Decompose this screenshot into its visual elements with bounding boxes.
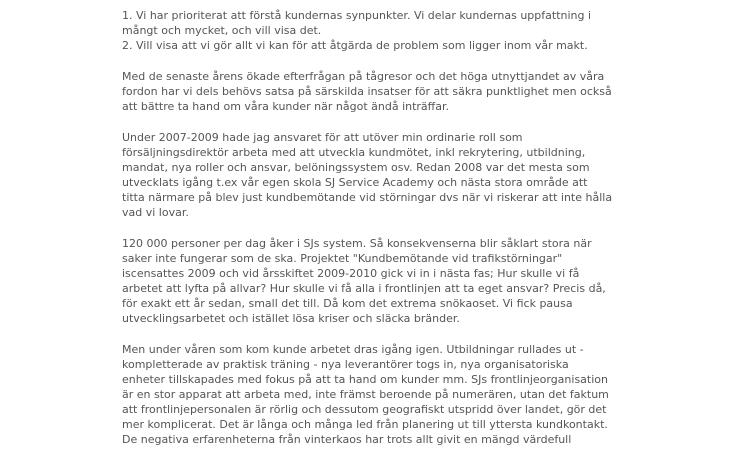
text-line: utvecklingsarbetet och istället lösa kriser och släcka bränder. xyxy=(122,312,460,325)
paragraph-demand xyxy=(122,69,722,114)
paragraph-spring xyxy=(122,342,722,447)
text-line: kompletterade av praktisk träning - nya leverantörer togs in, nya organisatoriska xyxy=(122,358,569,371)
text-line: vad vi lovar. xyxy=(122,206,189,219)
text-line: titta närmare på blev just kundbemötande vid störningar dvs när vi riskerar att inte hålla xyxy=(122,191,613,204)
text-line: arbetet att lyfta på allvar? Hur skulle vi få alla i frontlinjen att ta eget ansvar? Precis då, xyxy=(122,282,606,295)
text-line: Men under våren som kom kunde arbetet dras igång igen. Utbildningar rullades ut - xyxy=(122,343,584,356)
text-line: enheter tillskapades med fokus på att ta hand om kunder mm. SJs frontlinjeorganisation xyxy=(122,373,608,386)
text-line: Med de senaste årens ökade efterfrågan på tågresor och det höga utnyttjandet av våra xyxy=(122,70,605,83)
paragraph-priorities xyxy=(122,8,722,53)
paragraph-project xyxy=(122,236,722,326)
text-line: att bättre ta hand om våra kunder när något ändå inträffar. xyxy=(122,100,449,113)
text-line: 120 000 personer per dag åker i SJs system. Så konsekvenserna blir såklart stora när xyxy=(122,237,592,250)
article-body xyxy=(122,8,722,463)
text-line: 1. Vi har prioriterat att förstå kundernas synpunkter. Vi delar kundernas uppfattning i xyxy=(122,9,592,22)
paragraph-history xyxy=(122,130,722,220)
text-line: mandat, nya roller och ansvar, belöningssystem osv. Redan 2008 var det mesta som xyxy=(122,161,590,174)
text-line: utvecklats igång t.ex vår egen skola SJ Service Academy och nästa stora område att xyxy=(122,176,588,189)
text-line: iscensattes 2009 och vid årsskiftet 2009-2010 gick vi in i nästa fas; Hur skulle vi få xyxy=(122,267,580,280)
text-line: försäljningsdirektör arbeta med att utveckla kundmötet, inkl rekrytering, utbildning, xyxy=(122,146,586,159)
text-line: 2. Vill visa att vi gör allt vi kan för att åtgärda de problem som ligger inom vår makt. xyxy=(122,39,588,52)
text-line: mer komplicerat. Det är långa och många led från planering ut till yttersta kundkontakt. xyxy=(122,418,608,431)
text-line: Under 2007-2009 hade jag ansvaret för att utöver min ordinarie roll som xyxy=(122,131,523,144)
text-line: fordon har vi dels behövs satsa på särskilda insatser för att säkra punktlighet men också xyxy=(122,85,612,98)
text-line: De negativa erfarenheterna från vinterkaos har trots allt givit en mängd värdefull xyxy=(122,433,572,446)
text-line: är en stor apparat att arbeta med, inte främst beroende på numerären, utan det faktum xyxy=(122,388,609,401)
text-line: saker inte fungerar som de ska. Projektet "Kundbemötande vid trafikstörningar" xyxy=(122,252,563,265)
text-line: för exakt ett år sedan, small det till. Då kom det extrema snökaoset. Vi fick pausa xyxy=(122,297,573,310)
text-line: mångt och mycket, och vill visa det. xyxy=(122,24,322,37)
text-line: att frontlinjepersonalen är rörlig och dessutom geografiskt utspridd över landet, gör det xyxy=(122,403,607,416)
